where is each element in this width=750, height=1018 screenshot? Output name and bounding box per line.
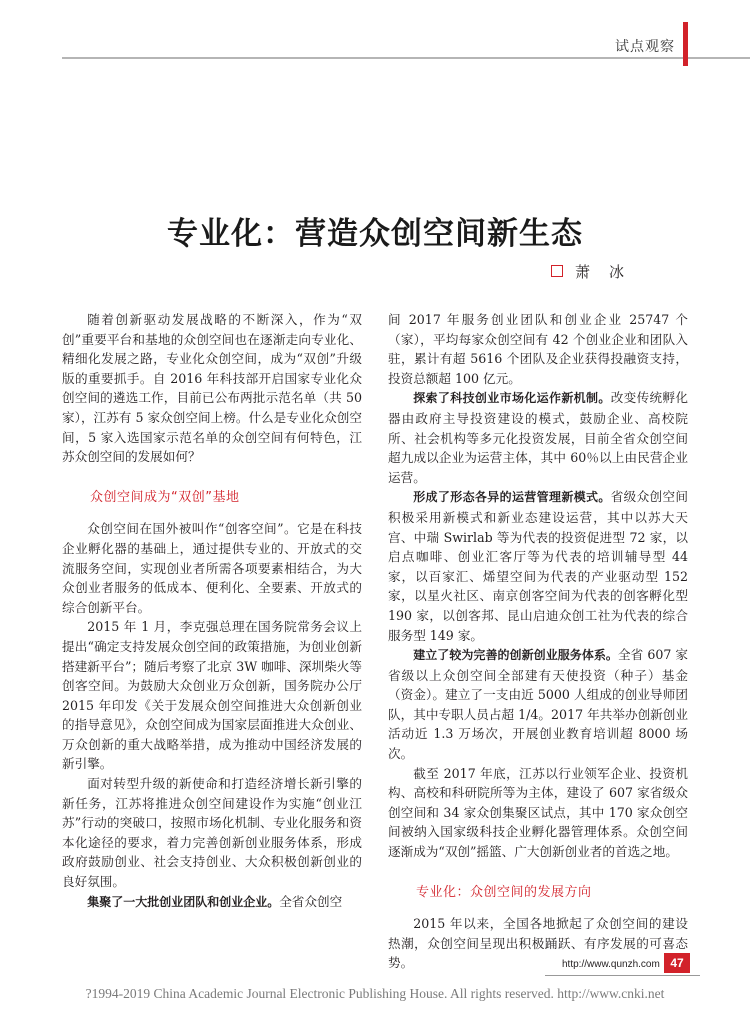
section-heading-1: 众创空间成为“双创”基地 <box>90 489 240 505</box>
paragraph-lead: 探索了科技创业市场化运作新机制。 <box>413 391 611 406</box>
footer-rule <box>545 975 700 976</box>
footer-url-link[interactable]: http://www.qunzh.com <box>562 959 660 970</box>
body-paragraph <box>62 892 362 913</box>
body-paragraph: 面对转型升级的新使命和打造经济增长新引擎的新任务，江苏将推进众创空间建设作为实施“创业江苏”行动的突破口，按照市场化机制、专业化服务和资本化途径的要求，着力完善创新创业服务体系，形成政府鼓励创业、社会支持创业、大众积极创新创业的良好氛围。 <box>62 776 362 890</box>
body-paragraph: 众创空间在国外被叫作“创客空间”。它是在科技企业孵化器的基础上，通过提供专业的、开放式的交流服务空间，实现创业者所需各项要素相结合，为大众创业者服务的低成本、便利化、全要素、开放式的综合创新平台。 <box>62 521 362 615</box>
paragraph-text: 省级众创空间积极采用新模式和新业态建设运营，其中以苏大天宫、中瑞 Swirlab 等为代表的投资促进型 72 家，以启点咖啡、创业汇客厅等为代表的培训辅导型 44 家，以百家汇、烯望空间为代表的产业驱动型 152 家，以星火社区、南京创客空间为代表的创客孵化型 190 家，以创客邦、昆山启迪众创工社为代表的综合服务型 149 家。 <box>388 489 688 643</box>
paragraph-lead: 集聚了一大批创业团队和创业企业。 <box>87 894 280 909</box>
author-name: 萧 冰 <box>575 263 627 281</box>
copyright-line: ?1994-2019 China Academic Journal Electronic Publishing House. All rights reserved. http://www.cnki.net <box>85 986 665 1001</box>
paragraph-text: 改变传统孵化器由政府主导投资建设的模式，鼓励企业、高校院所、社会机构等多元化投资发展，目前全省众创空间超九成以企业为运营主体，其中 60％以上由民营企业运营。 <box>388 390 688 485</box>
body-paragraph <box>388 645 688 764</box>
body-paragraph <box>388 388 688 487</box>
body-paragraph: 2015 年 1 月，李克强总理在国务院常务会议上提出“确定支持发展众创空间的政策措施，为创业创新搭建新平台”；随后考察了北京 3W 咖啡、深圳柴火等创客空间。为鼓励大众创业万众创新，国务院办公厅 2015 年印发《关于发展众创空间推进大众创新创业的指导意见》，众创空间成为国家层面推进大众创业、万众创新的重大战略举措，成为推动中国经济发展的新引擎。 <box>62 619 362 772</box>
author-line <box>551 261 626 282</box>
right-column <box>388 310 688 973</box>
body-paragraph <box>388 487 688 645</box>
body-paragraph: 2015 年以来，全国各地掀起了众创空间的建设热潮，众创空间呈现出积极踊跃、有序发展的可喜态势。 <box>388 916 688 971</box>
paragraph-lead: 形成了形态各异的运营管理新模式。 <box>413 490 611 505</box>
square-bullet-icon <box>551 265 563 277</box>
section-label: 试点观察 <box>615 39 675 55</box>
header-accent-bar <box>683 22 688 66</box>
left-column <box>62 310 362 912</box>
intro-paragraph: 随着创新驱动发展战略的不断深入，作为“双创”重要平台和基地的众创空间也在逐渐走向专业化、精细化发展之路，专业化众创空间，成为“双创”升级版的重要抓手。自 2016 年科技部开启国家专业化众创空间的遴选工作，目前已公布两批示范名单（共 50 家），江苏有 5 家众创空间上榜。什么是专业化众创空间，5 家入选国家示范名单的众创空间有何特色，江苏众创空间的发展如何？ <box>62 312 362 465</box>
body-paragraph: 截至 2017 年底，江苏以行业领军企业、投资机构、高校和科研院所等为主体，建设了 607 家省级众创空间和 34 家众创集聚区试点，其中 170 家众创空间被纳入国家级科技企业孵化器管理体系。众创空间逐渐成为“双创”摇篮、广大创新创业者的首选之地。 <box>388 765 688 860</box>
paragraph-text: 全省众创空 <box>279 893 343 909</box>
section-heading-2: 专业化：众创空间的发展方向 <box>416 884 592 900</box>
article-title: 专业化：营造众创空间新生态 <box>167 216 583 252</box>
paragraph-lead: 建立了较为完善的创新创业服务体系。 <box>413 648 618 663</box>
paragraph-text: 全省 607 家省级以上众创空间全部建有天使投资（种子）基金（资金）。建立了一支由近 5000 人组成的创业导师团队，其中专职人员占超 1/4。2017 年共举办创新创业活动近 1.3 万场次，开展创业教育培训超 8000 场次。 <box>388 647 688 762</box>
page-number: 47 <box>664 953 690 973</box>
body-paragraph: 间 2017 年服务创业团队和创业企业 25747 个（家），平均每家众创空间有 42 个创业企业和团队入驻，累计有超 5616 个团队及企业获得投融资支持，投资总额超 100 亿元。 <box>388 312 688 386</box>
header-rule <box>62 57 750 59</box>
